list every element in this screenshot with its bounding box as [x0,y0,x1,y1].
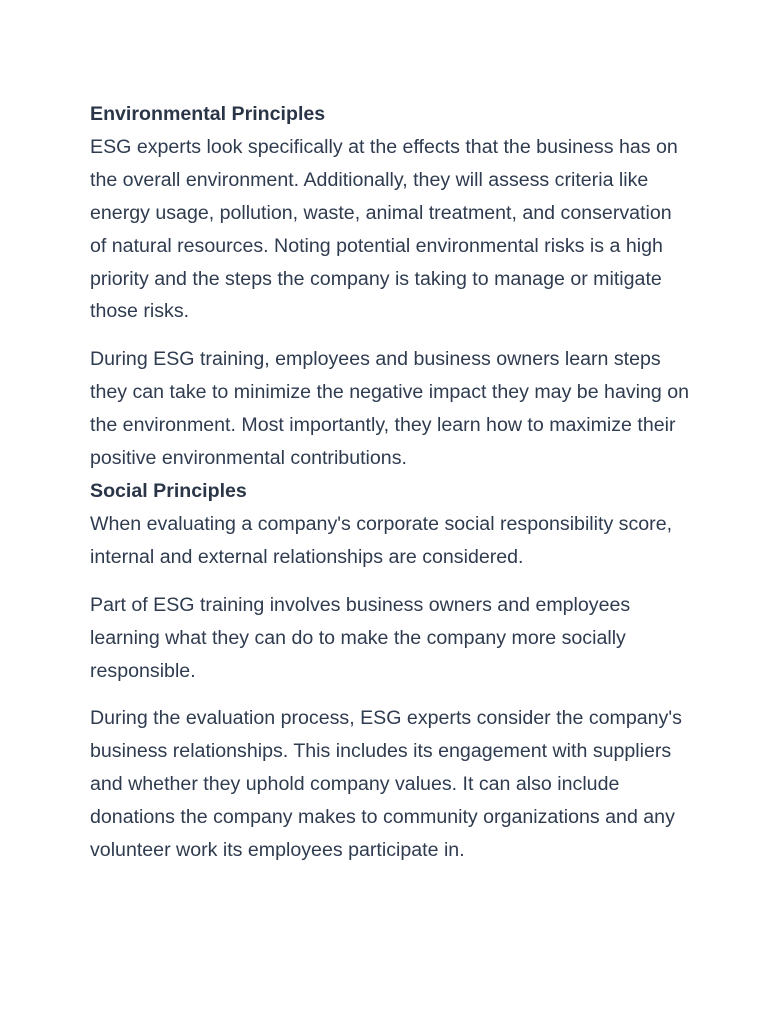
paragraph: Part of ESG training involves business owners and employees learning what they can do to make the company more socially responsible. [90,593,631,682]
section-heading-social: Social Principles [90,479,247,502]
paragraph: When evaluating a company's corporate social responsibility score, internal and external relationships are considered. [90,512,673,568]
paragraph: During ESG training, employees and business owners learn steps they can take to minimize the negative impact they may be having on the environment. Most importantly, they learn how to maximize their positive environmental contributions. [90,348,690,470]
document-body [90,98,690,867]
paragraph: During the evaluation process, ESG experts consider the company's business relationships. This includes its engagement with suppliers and whether they uphold company values. It can also include donations the company makes to community organizations and any volunteer work its employees participate in. [90,707,682,862]
section-heading-environmental: Environmental Principles [90,103,326,125]
paragraph: ESG experts look specifically at the effects that the business has on the overall environment. Additionally, they will assess criteria like energy usage, pollution, waste, animal treatment, and conservation of natural resources. Noting potential environmental risks is a high priority and the steps the company is taking to manage or mitigate those risks. [90,135,678,323]
